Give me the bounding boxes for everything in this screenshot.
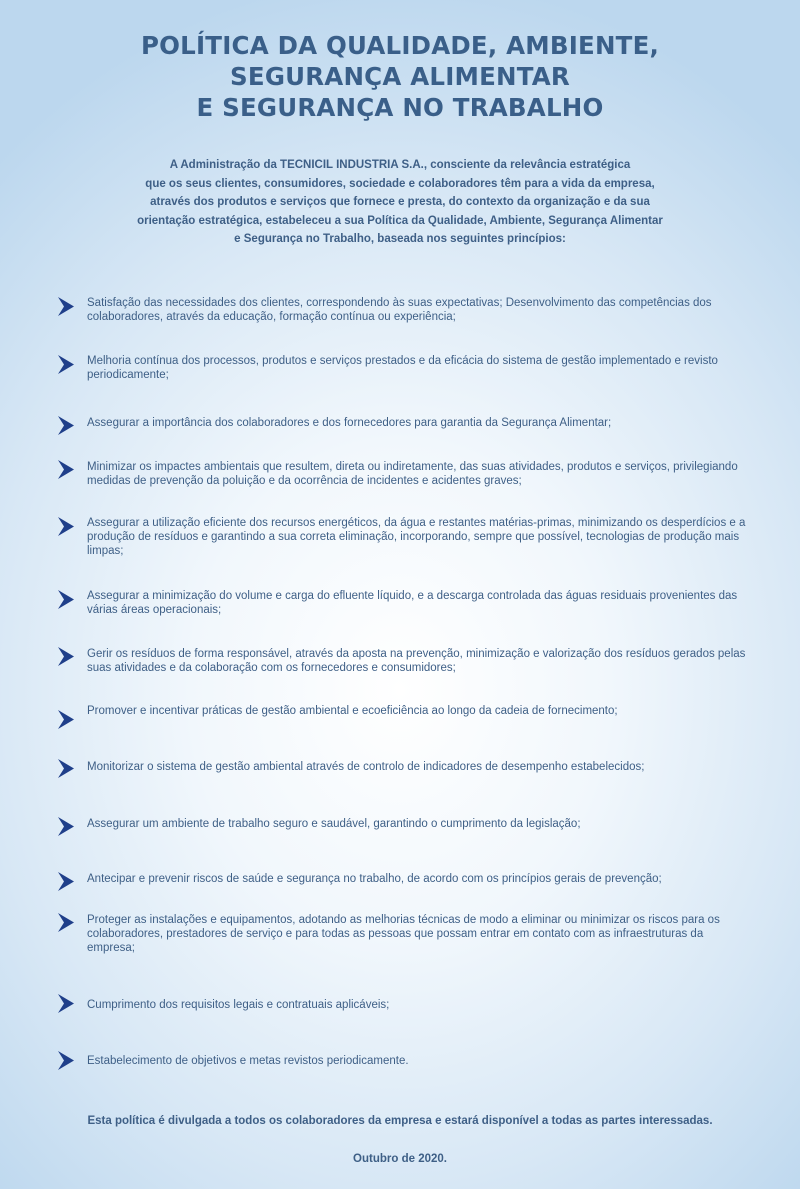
principle-text: Assegurar a minimização do volume e carga do efluente líquido, e a descarga controlada das águas residuais provenientes das várias áreas operacionais; [87, 590, 738, 616]
principle-text: Assegurar um ambiente de trabalho seguro e saudável, garantindo o cumprimento da legislação; [87, 818, 581, 830]
chevron-arrow-icon [58, 759, 74, 778]
chevron-arrow-icon [58, 355, 74, 374]
intro-line: que os seus clientes, consumidores, sociedade e colaboradores têm para a vida da empresa, [145, 177, 655, 190]
chevron-arrow-icon [58, 710, 74, 729]
principle-text: Promover e incentivar práticas de gestão ambiental e ecoeficiência ao longo da cadeia de fornecimento; [87, 705, 618, 717]
principle-text: Satisfação das necessidades dos clientes, correspondendo às suas expectativas; Desenvolvimento das competências dos colaboradores, através da educação, formação contínua ou experiência; [87, 297, 712, 323]
title-line: SEGURANÇA ALIMENTAR [230, 62, 570, 91]
intro-line: orientação estratégica, estabeleceu a sua Política da Qualidade, Ambiente, Segurança Alimentar [137, 214, 663, 227]
distribution-statement: Esta política é divulgada a todos os colaboradores da empresa e estará disponível a todas as partes interessadas. [87, 1115, 713, 1127]
principle-text: Antecipar e prevenir riscos de saúde e segurança no trabalho, de acordo com os princípios gerais de prevenção; [87, 873, 662, 885]
page-title [0, 30, 800, 123]
chevron-arrow-icon [58, 913, 74, 932]
principle-text: Estabelecimento de objetivos e metas revistos periodicamente. [87, 1055, 409, 1067]
document-date: Outubro de 2020. [353, 1153, 447, 1165]
intro-line: A Administração da TECNICIL INDUSTRIA S.A., consciente da relevância estratégica [169, 159, 631, 171]
chevron-arrow-icon [58, 647, 74, 666]
principle-text: Assegurar a utilização eficiente dos recursos energéticos, da água e restantes matérias-primas, minimizando os desperdícios e a produção de resíduos e garantindo a sua correta eliminação, incorporando, sempre que possível, tecnologias de produção mais limpas; [87, 517, 746, 557]
title-line: E SEGURANÇA NO TRABALHO [196, 93, 604, 122]
principle-text: Gerir os resíduos de forma responsável, através da aposta na prevenção, minimização e valorização dos resíduos gerados pelas suas atividades e da colaboração com os fornecedores e consumidores; [87, 648, 746, 674]
chevron-arrow-icon [58, 817, 74, 836]
chevron-arrow-icon [58, 416, 74, 435]
title-line: POLÍTICA DA QUALIDADE, AMBIENTE, [140, 31, 660, 60]
principle-text: Assegurar a importância dos colaboradores e dos fornecedores para garantia da Segurança Alimentar; [87, 417, 612, 429]
chevron-arrow-icon [58, 994, 74, 1013]
principle-text: Melhoria contínua dos processos, produtos e serviços prestados e da eficácia do sistema de gestão implementado e revisto periodicamente; [87, 355, 718, 381]
intro-line: através dos produtos e serviços que fornece e presta, do contexto da organização e da sua [150, 196, 650, 209]
chevron-arrow-icon [58, 460, 74, 479]
chevron-arrow-icon [58, 1051, 74, 1070]
chevron-arrow-icon [58, 517, 74, 536]
intro-line: e Segurança no Trabalho, baseada nos seguintes princípios: [234, 233, 566, 246]
principle-text: Cumprimento dos requisitos legais e contratuais aplicáveis; [87, 999, 390, 1011]
chevron-arrow-icon [58, 297, 74, 316]
principle-text: Monitorizar o sistema de gestão ambiental através de controlo de indicadores de desempenho estabelecidos; [87, 761, 645, 773]
principle-text: Minimizar os impactes ambientais que resultem, direta ou indiretamente, das suas atividades, produtos e serviços, privilegiando medidas de prevenção da poluição e da ocorrência de incidentes e acidentes graves; [87, 461, 738, 487]
chevron-arrow-icon [58, 872, 74, 891]
chevron-arrow-icon [58, 590, 74, 609]
intro-paragraph [100, 156, 700, 249]
principle-text: Proteger as instalações e equipamentos, adotando as melhorias técnicas de modo a eliminar ou minimizar os riscos para os colaboradores, prestadores de serviço e para todas as pessoas que possam entrar em contato com as infraestruturas da empresa; [87, 914, 720, 954]
